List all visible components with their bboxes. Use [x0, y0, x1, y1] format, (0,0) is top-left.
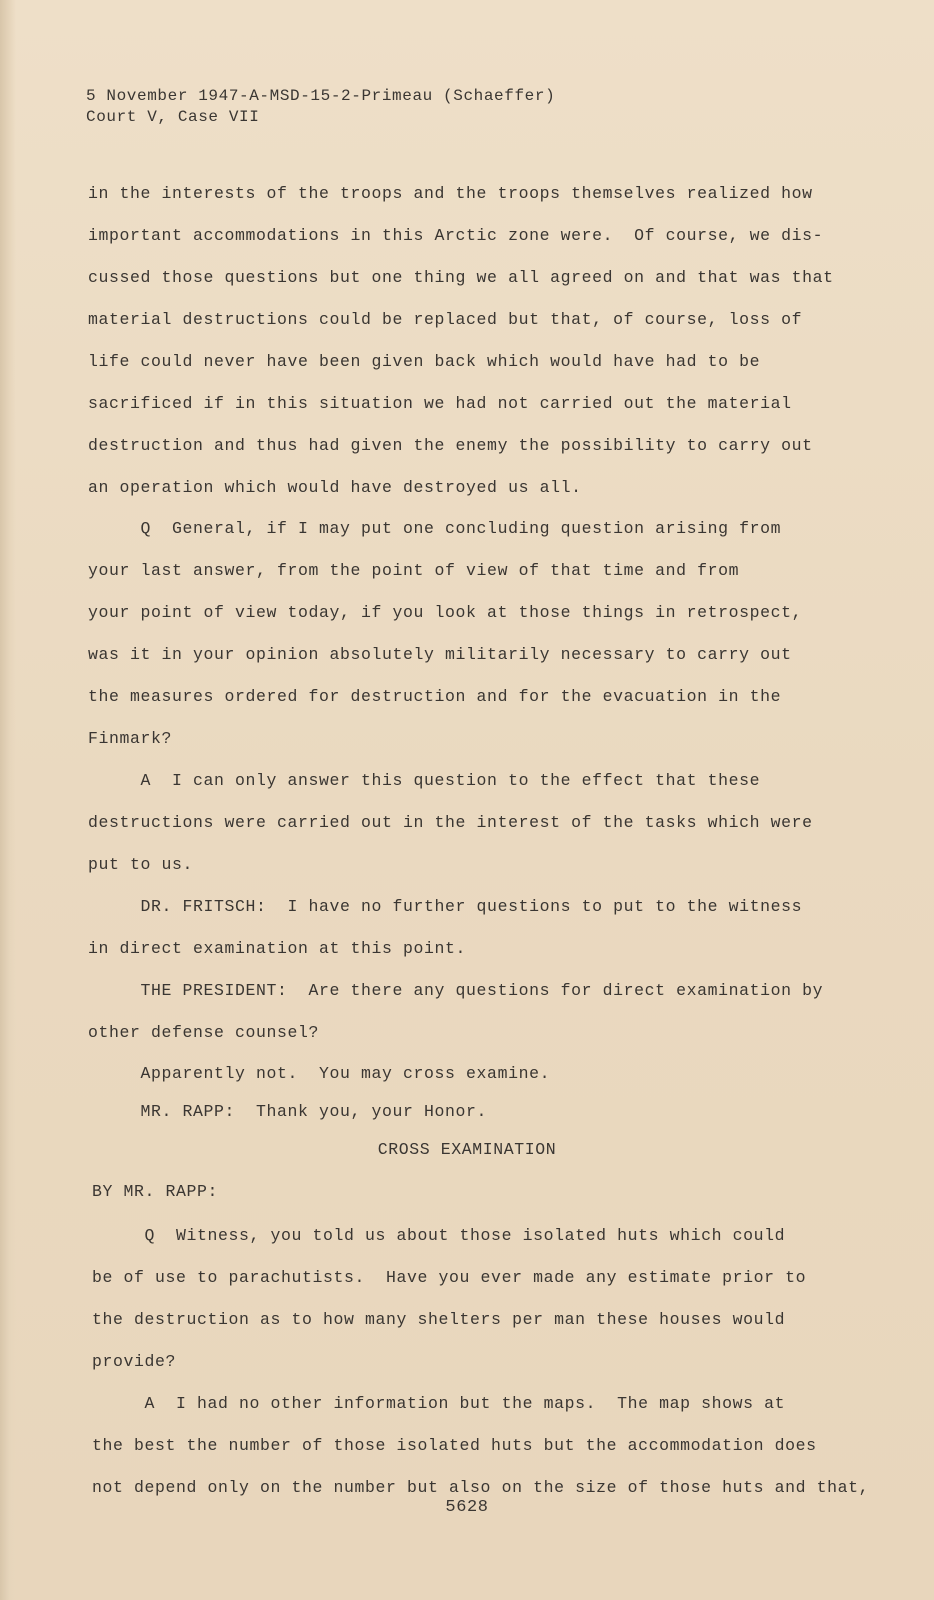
body-line: important accommodations in this Arctic zone were. Of course, we dis- — [88, 226, 824, 245]
header-line-1: 5 November 1947-A-MSD-15-2-Primeau (Schaeffer) — [86, 87, 556, 105]
body-line: the destruction as to how many shelters per man these houses would — [92, 1310, 786, 1329]
body-line: the best the number of those isolated huts but the accommodation does — [92, 1436, 817, 1455]
header-line-2: Court V, Case VII — [86, 108, 260, 126]
page-edge-shadow — [0, 0, 16, 1600]
body-line: in the interests of the troops and the troops themselves realized how — [88, 184, 813, 203]
body-line: your point of view today, if you look at those things in retrospect, — [88, 603, 803, 622]
page-number: 5628 — [445, 1498, 489, 1517]
body-line: material destructions could be replaced but that, of course, loss of — [88, 310, 803, 329]
body-line: in direct examination at this point. — [88, 939, 467, 958]
body-line: sacrificed if in this situation we had not carried out the material — [88, 394, 792, 413]
body-line: be of use to parachutists. Have you ever made any estimate prior to — [92, 1268, 807, 1287]
body-line: A I had no other information but the maps. The map shows at — [92, 1394, 786, 1413]
body-line: provide? — [92, 1352, 177, 1371]
body-line: BY MR. RAPP: — [92, 1182, 219, 1201]
body-line: Finmark? — [88, 729, 173, 748]
body-line: your last answer, from the point of view of that time and from — [88, 561, 740, 580]
body-line: DR. FRITSCH: I have no further questions to put to the witness — [88, 897, 803, 916]
body-line: life could never have been given back which would have had to be — [88, 352, 761, 371]
body-line: Apparently not. You may cross examine. — [88, 1064, 551, 1083]
body-line: A I can only answer this question to the effect that these — [88, 771, 761, 790]
body-line: other defense counsel? — [88, 1023, 320, 1042]
body-line: MR. RAPP: Thank you, your Honor. — [88, 1102, 488, 1121]
body-line: an operation which would have destroyed us all. — [88, 478, 582, 497]
body-line: Q General, if I may put one concluding question arising from — [88, 519, 782, 538]
body-line: put to us. — [88, 855, 194, 874]
body-line: destruction and thus had given the enemy the possibility to carry out — [88, 436, 813, 455]
body-line: THE PRESIDENT: Are there any questions for direct examination by — [88, 981, 824, 1000]
body-line: cussed those questions but one thing we all agreed on and that was that — [88, 268, 834, 287]
body-line: not depend only on the number but also on the size of those huts and that, — [92, 1478, 870, 1497]
body-line: Q Witness, you told us about those isolated huts which could — [92, 1226, 786, 1245]
section-heading: CROSS EXAMINATION — [377, 1140, 557, 1159]
body-line: was it in your opinion absolutely militarily necessary to carry out — [88, 645, 792, 664]
body-line: the measures ordered for destruction and for the evacuation in the — [88, 687, 782, 706]
body-line: destructions were carried out in the interest of the tasks which were — [88, 813, 813, 832]
